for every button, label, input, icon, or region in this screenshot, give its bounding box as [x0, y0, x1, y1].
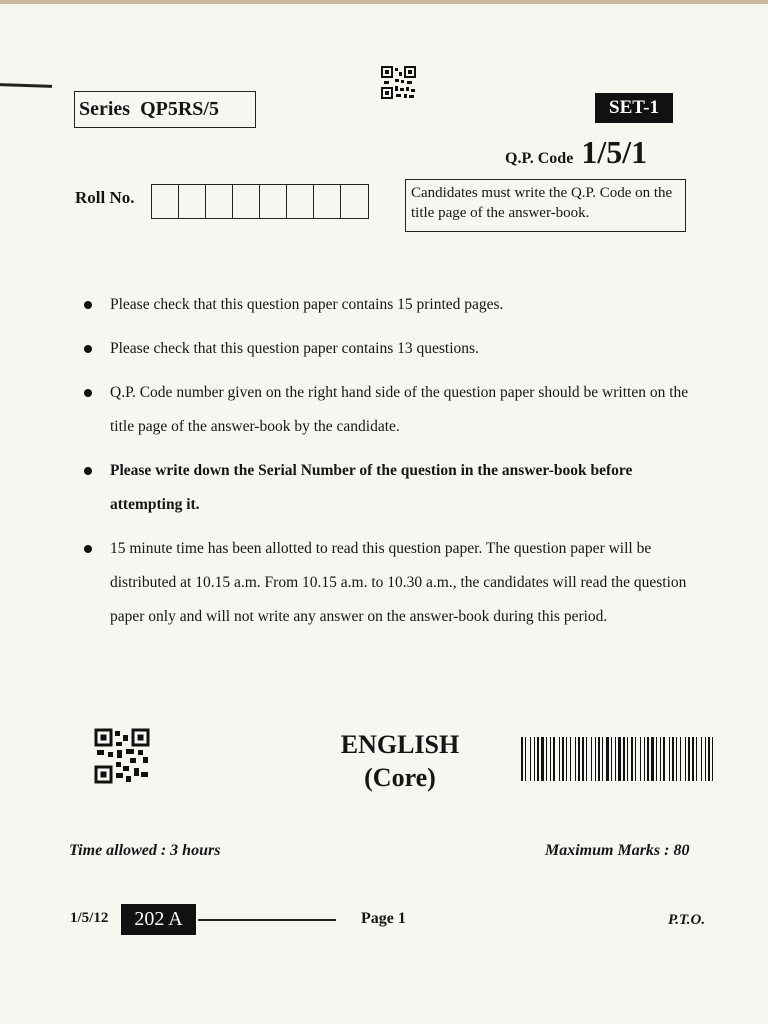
- roll-number-box[interactable]: [287, 185, 314, 218]
- footer-rule: [198, 919, 336, 921]
- instruction-item: 15 minute time has been allotted to read this question paper. The question paper will be distributed at 10.15 a.m. From 10.15 a.m. to 10.30 a.m., the candidates will read the question paper only and will not write any answer on the answer-book during this period.: [80, 532, 695, 634]
- qp-code: [505, 134, 647, 171]
- roll-number-boxes[interactable]: [151, 184, 369, 219]
- set-badge: SET-1: [595, 93, 673, 123]
- roll-number-box[interactable]: [314, 185, 341, 218]
- instruction-item: Q.P. Code number given on the right hand side of the question paper should be written on the title page of the answer-book by the candidate.: [80, 376, 695, 444]
- maximum-marks: Maximum Marks : 80: [545, 842, 690, 859]
- barcode-icon: [520, 737, 718, 781]
- roll-number-box[interactable]: [341, 185, 368, 218]
- subject-heading: [300, 728, 500, 794]
- instruction-item: Please check that this question paper contains 13 questions.: [80, 332, 695, 366]
- time-allowed: Time allowed : 3 hours: [69, 842, 221, 859]
- candidate-notice: Candidates must write the Q.P. Code on the title page of the answer-book.: [405, 179, 686, 232]
- roll-number-box[interactable]: [233, 185, 260, 218]
- instruction-item: Please check that this question paper contains 15 printed pages.: [80, 288, 695, 322]
- paper-mark: [0, 83, 52, 88]
- roll-number-box[interactable]: [206, 185, 233, 218]
- paper-top-edge: [0, 0, 768, 4]
- subject-title: ENGLISH: [340, 730, 460, 759]
- instructions-list: [80, 288, 695, 644]
- page-number: Page 1: [361, 910, 406, 927]
- roll-number-label: Roll No.: [75, 188, 135, 207]
- roll-number-box[interactable]: [179, 185, 206, 218]
- pto-label: P.T.O.: [668, 912, 706, 928]
- series-label: Series: [79, 98, 131, 120]
- series-value: QP5RS/5: [140, 98, 219, 120]
- qp-code-value: 1/5/1: [581, 134, 648, 170]
- paper-number-badge: 202 A: [121, 904, 196, 935]
- qr-code-icon: [381, 66, 417, 100]
- footer-code: 1/5/12: [70, 910, 109, 926]
- instruction-item: Please write down the Serial Number of the question in the answer-book before attempting it.: [80, 454, 695, 522]
- roll-number-box[interactable]: [152, 185, 179, 218]
- qp-code-label: Q.P. Code: [505, 150, 574, 167]
- series-box: [74, 91, 256, 128]
- subject-subtitle: (Core): [364, 763, 436, 792]
- roll-number-box[interactable]: [260, 185, 287, 218]
- qr-code-icon: [94, 728, 150, 784]
